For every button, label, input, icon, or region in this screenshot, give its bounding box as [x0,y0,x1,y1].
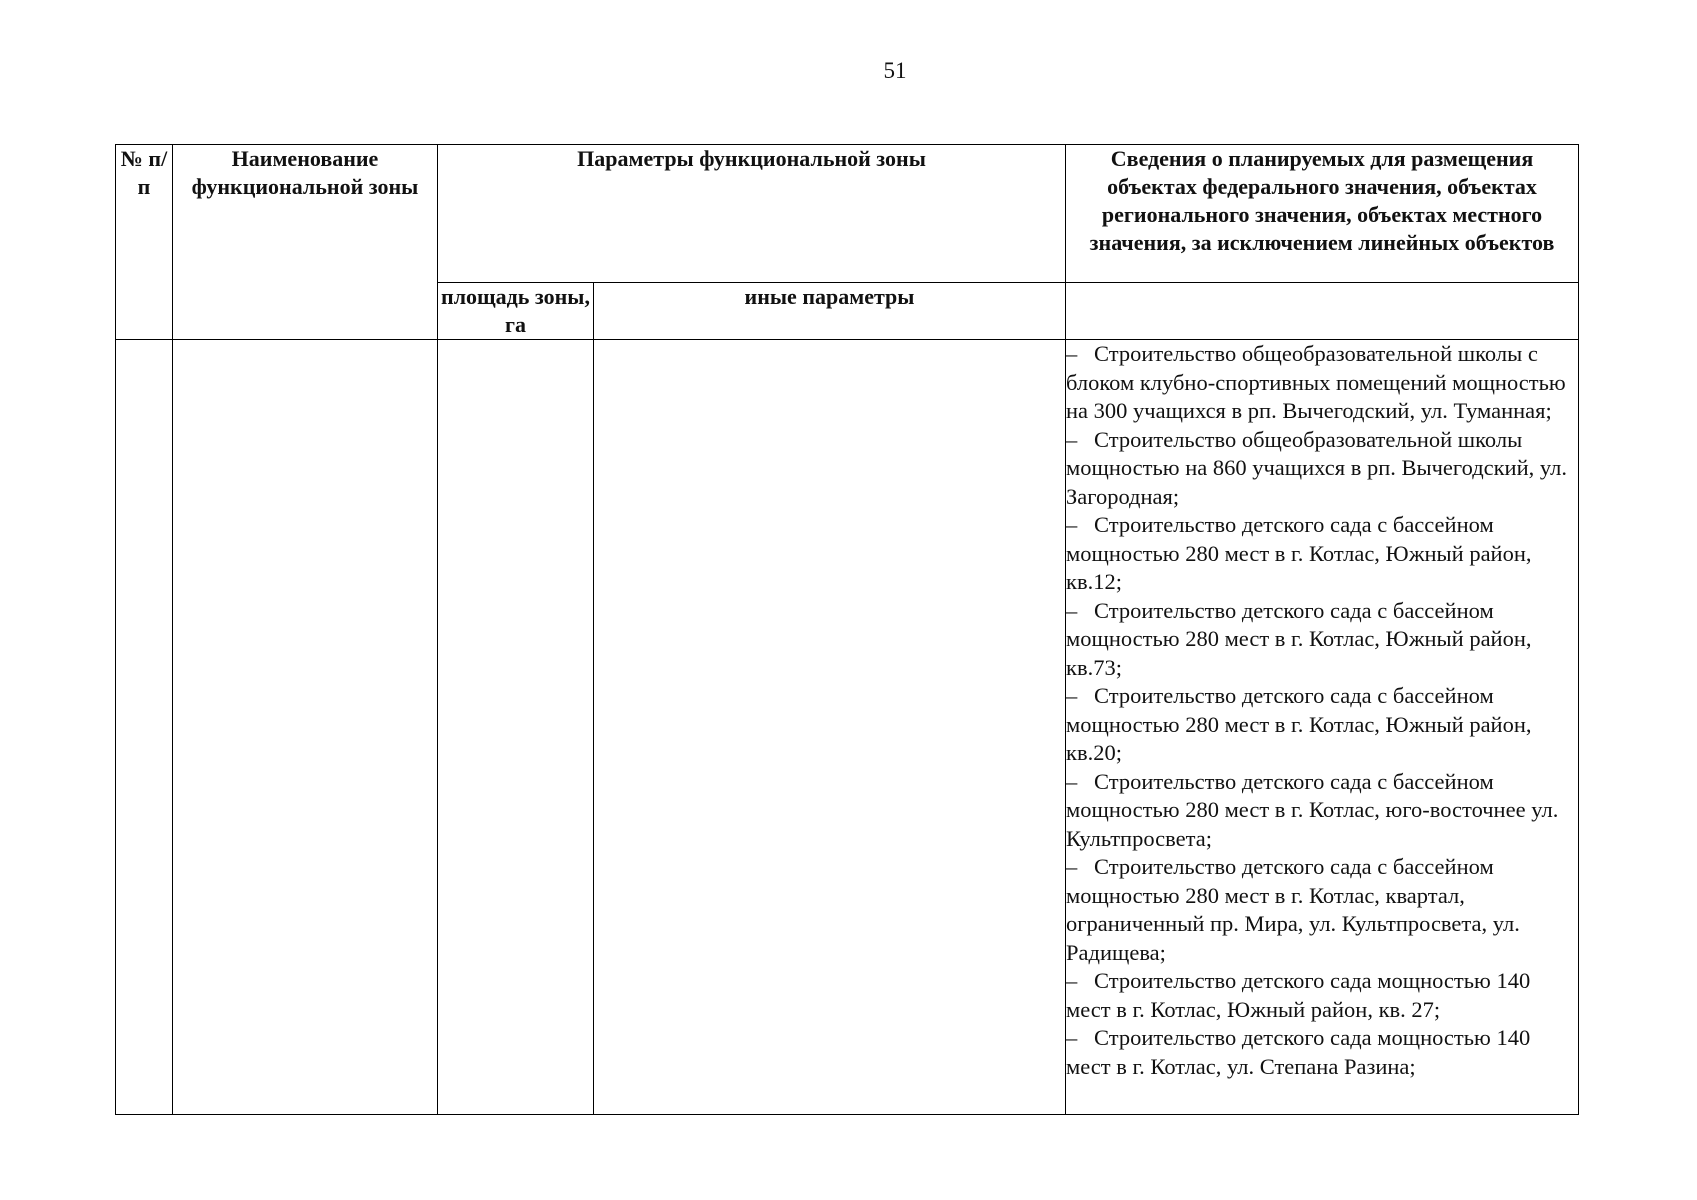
header-other-params: иные параметры [594,283,1066,340]
list-item-text: Строительство общеобразовательной школы с блоком клубно-спортивных помещений мощностью на 300 учащихся в рп. Вычегодский, ул. Туманная; [1066,341,1566,423]
functional-zones-table [115,144,1579,1115]
header-zone-name: Наименование функциональной зоны [173,145,438,340]
list-item [1066,426,1578,512]
list-dash: – [1066,341,1078,366]
table-row [116,340,1579,1115]
list-item-text: Строительство детского сада с бассейном мощностью 280 мест в г. Котлас, Южный район, кв.12; [1066,512,1532,594]
list-item [1066,511,1578,597]
list-dash: – [1066,683,1078,708]
list-item-text: Строительство детского сада с бассейном мощностью 280 мест в г. Котлас, квартал, ограниченный пр. Мира, ул. Культпросвета, ул. Радищева; [1066,854,1520,965]
list-item [1066,597,1578,683]
cell-num [116,340,173,1115]
list-dash: – [1066,597,1078,623]
list-item [1066,768,1578,854]
page-number: 51 [883,58,907,83]
list-item [1066,1024,1578,1081]
list-item-text: Строительство детского сада с бассейном мощностью 280 мест в г. Котлас, Южный район, кв.20; [1066,683,1532,765]
list-item-text: Строительство детского сада с бассейном мощностью 280 мест в г. Котлас, Южный район, кв.73; [1066,597,1532,680]
cell-other-params [594,340,1066,1115]
list-dash: – [1066,768,1078,794]
list-item-text: Строительство общеобразовательной школы мощностью на 860 учащихся в рп. Вычегодский, ул. Загородная; [1066,426,1568,509]
cell-zone-name [173,340,438,1115]
cell-area [438,340,594,1115]
list-item-text: Строительство детского сада с бассейном мощностью 280 мест в г. Котлас, юго-восточнее ул. Культпросвета; [1066,768,1559,851]
list-item [1066,340,1578,426]
cell-planned-objects [1066,340,1579,1115]
list-dash: – [1066,1025,1078,1050]
list-item-text: Строительство детского сада мощностью 140 мест в г. Котлас, Южный район, кв. 27; [1066,968,1531,1022]
header-planned-objects: Сведения о планируемых для размещения объектах федерального значения, объектах регионального значения, объектах местного значения, за исключением линейных объектов [1066,145,1579,283]
list-dash: – [1066,854,1078,879]
list-item [1066,853,1578,967]
list-item [1066,682,1578,768]
header-num: № п/п [116,145,173,340]
header-empty [1066,283,1579,340]
list-dash: – [1066,426,1078,452]
list-dash: – [1066,968,1078,993]
header-zone-params: Параметры функциональной зоны [438,145,1066,283]
table-header-row [116,145,1579,283]
header-area: площадь зоны, га [438,283,594,340]
list-item-text: Строительство детского сада мощностью 140 мест в г. Котлас, ул. Степана Разина; [1066,1025,1531,1079]
list-item [1066,967,1578,1024]
list-dash: – [1066,512,1078,537]
